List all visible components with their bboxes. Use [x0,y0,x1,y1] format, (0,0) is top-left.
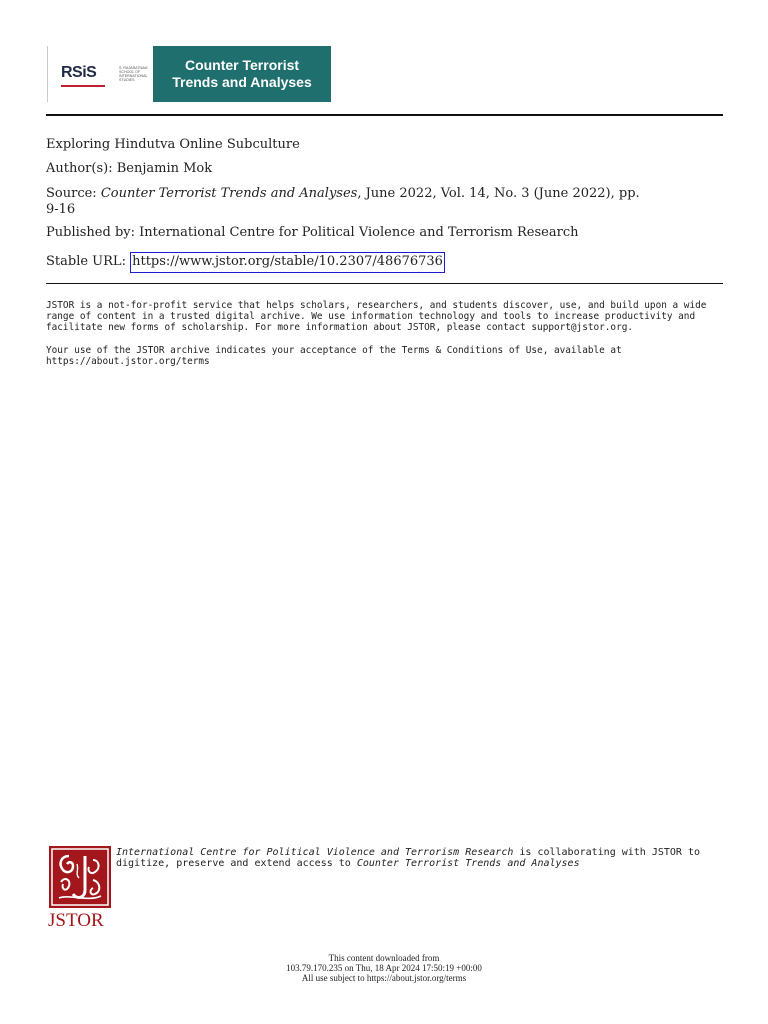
publication-title-line1: Counter Terrorist [184,57,300,73]
footer-line: 103.79.170.235 on Thu, 18 Apr 2024 17:50:19 +00:00 [286,963,482,973]
publisher-name: International Centre for Political Violence and Terrorism Research [139,225,579,240]
stable-url-line [46,252,722,273]
collaboration-statement [116,847,716,869]
collab-journal: Counter Terrorist Trends and Analyses [356,858,580,869]
publication-logo-banner [47,46,330,102]
rsis-logo-subtext: S. RAJARATNAM SCHOOL OF INTERNATIONAL STUDIES [119,66,148,82]
stable-url-link[interactable]: https://www.jstor.org/stable/10.2307/48676736 [130,252,445,273]
jstor-wordmark: JSTOR [48,910,104,931]
footer-line: All use subject to https://about.jstor.org/terms [301,973,467,983]
publisher-label: Published by: [46,225,135,240]
jstor-notice-paragraph [46,300,722,333]
jstor-logo [48,846,112,932]
notice-line: range of content in a trusted digital archive. We use information technology and tools to increase productivity and [46,311,696,322]
collab-organization: International Centre for Political Violence and Terrorism Research [116,847,514,858]
source-journal: Counter Terrorist Trends and Analyses [100,186,358,201]
source-line [46,186,722,218]
footer-line: This content downloaded from [328,953,440,963]
top-divider [46,114,723,116]
source-pages: 9-16 [46,202,76,217]
source-details: , June 2022, Vol. 14, No. 3 (June 2022), pp. [357,186,640,201]
rsis-logo-bar [61,85,105,87]
download-footer [0,953,768,983]
rsis-logo: RSiS [61,64,97,81]
publication-title-logo [153,46,331,102]
author-name: Benjamin Mok [116,161,213,176]
collab-text: digitize, preserve and extend access to [116,858,357,869]
collab-text: is collaborating with JSTOR to [513,847,700,858]
author-label: Author(s): [46,161,113,176]
terms-link[interactable]: https://about.jstor.org/terms [46,356,210,367]
publication-title-line2: Trends and Analyses [172,74,312,90]
terms-notice-paragraph [46,345,722,367]
notice-line: facilitate new forms of scholarship. For more information about JSTOR, please contact support@jstor.org. [46,322,633,333]
notice-line: Your use of the JSTOR archive indicates your acceptance of the Terms & Conditions of Use, available at [46,345,622,356]
notice-line: JSTOR is a not-for-profit service that helps scholars, researchers, and students discover, use, and build upon a wide [46,300,707,311]
publisher-line [46,225,722,241]
source-label: Source: [46,186,97,201]
bottom-divider [46,283,723,284]
article-title: Exploring Hindutva Online Subculture [46,137,300,152]
jstor-emblem-icon [49,846,111,908]
author-line [46,161,722,177]
stable-url-label: Stable URL: [46,254,126,269]
